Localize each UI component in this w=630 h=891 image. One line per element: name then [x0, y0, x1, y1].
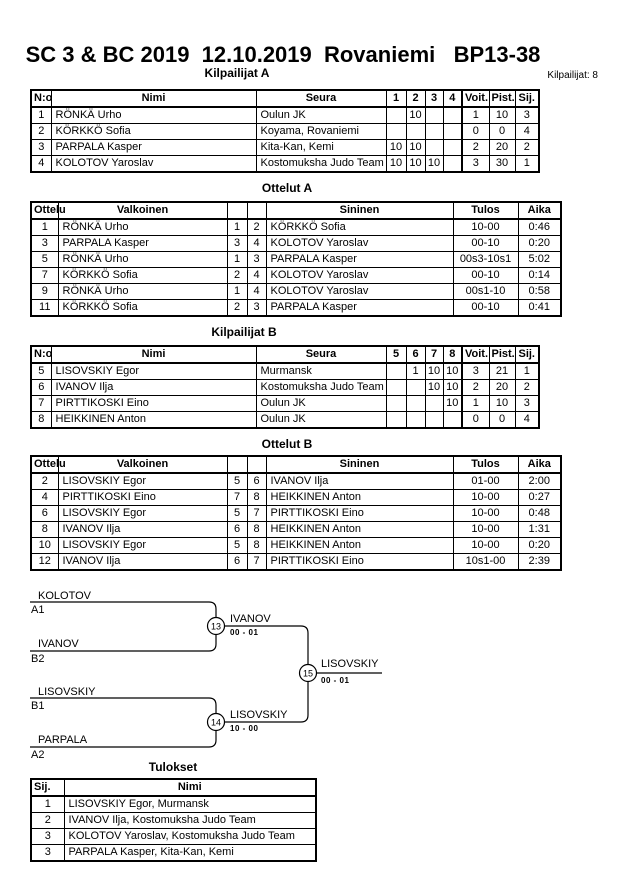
cell: PIRTTIKOSKI Eino [266, 506, 453, 522]
cell: 0:46 [518, 219, 561, 236]
column-header: Sininen [266, 456, 453, 473]
cell: PARPALA Kasper [266, 300, 453, 317]
cell: 5 [227, 506, 247, 522]
cell [386, 396, 406, 412]
table-row [31, 538, 561, 554]
cell: 3 [31, 829, 64, 845]
tulokset-table [30, 778, 317, 862]
cell [443, 140, 462, 156]
cell: 8 [31, 522, 58, 538]
bracket-competitor-name: LISOVSKIY [38, 686, 96, 698]
cell: 10 [406, 107, 425, 124]
section-heading-tulokset: Tulokset [148, 760, 198, 774]
table-row [31, 284, 561, 300]
bracket-match-score: 10 - 00 [230, 724, 259, 733]
cell: 10 [425, 156, 443, 173]
column-header: 2 [406, 90, 425, 107]
cell: IVANOV Ilja [58, 554, 227, 571]
cell: PARPALA Kasper [58, 236, 227, 252]
section-heading-ottelut-a: Ottelut A [261, 181, 313, 195]
cell: KÖRKKÖ Sofia [58, 300, 227, 317]
cell: 9 [31, 284, 58, 300]
cell: 21 [489, 363, 515, 380]
cell [386, 107, 406, 124]
cell: 10 [443, 396, 462, 412]
cell: 7 [227, 490, 247, 506]
cell: Oulun JK [256, 396, 386, 412]
cell: 10-00 [453, 506, 518, 522]
cell: LISOVSKIY Egor, Murmansk [64, 796, 316, 813]
cell: 8 [247, 522, 266, 538]
bracket-competitor-name: IVANOV [38, 638, 79, 650]
cell: 5 [31, 252, 58, 268]
cell: 12 [31, 554, 58, 571]
cell: 10-00 [453, 490, 518, 506]
cell: 30 [489, 156, 515, 173]
cell: 6 [227, 554, 247, 571]
column-header: Nimi [51, 346, 256, 363]
column-header: Seura [256, 90, 386, 107]
cell: KOLOTOV Yaroslav [51, 156, 256, 173]
table-row [31, 412, 539, 429]
table-row [31, 236, 561, 252]
cell: 2 [515, 140, 539, 156]
cell: 00s3-10s1 [453, 252, 518, 268]
cell: 0:27 [518, 490, 561, 506]
cell: Murmansk [256, 363, 386, 380]
header-row [31, 202, 561, 219]
cell [386, 380, 406, 396]
cell: 00-10 [453, 236, 518, 252]
cell: 4 [247, 268, 266, 284]
table-row [31, 252, 561, 268]
cell: KOLOTOV Yaroslav [266, 268, 453, 284]
cell: 3 [227, 236, 247, 252]
cell: 10 [443, 363, 462, 380]
cell [443, 412, 462, 429]
column-header: 4 [443, 90, 462, 107]
cell: 10 [425, 380, 443, 396]
cell: 00-10 [453, 268, 518, 284]
table-row [31, 506, 561, 522]
column-header: Sininen [266, 202, 453, 219]
bracket-winner-name: IVANOV [230, 613, 271, 625]
cell: 10 [31, 538, 58, 554]
table-row [31, 845, 316, 862]
cell [425, 412, 443, 429]
bracket-seed-label: B2 [31, 653, 45, 665]
cell: 3 [462, 156, 489, 173]
cell: Kostomuksha Judo Team [256, 156, 386, 173]
cell: 10 [386, 156, 406, 173]
match-number: 15 [302, 668, 314, 679]
page-title: SC 3 & BC 2019 12.10.2019 Rovaniemi BP13-38 [25, 42, 541, 67]
cell: 5 [227, 538, 247, 554]
bracket-winner-name: LISOVSKIY [230, 709, 288, 721]
table-row [31, 490, 561, 506]
table-row [31, 829, 316, 845]
cell: 8 [31, 412, 51, 429]
cell: 00-10 [453, 300, 518, 317]
kilpailijat-b-table [30, 345, 540, 429]
cell: 3 [31, 845, 64, 862]
cell: Oulun JK [256, 107, 386, 124]
cell: PARPALA Kasper [51, 140, 256, 156]
bracket-seed-label: A2 [31, 749, 45, 761]
cell: 5:02 [518, 252, 561, 268]
cell: 1 [227, 219, 247, 236]
cell: 3 [247, 300, 266, 317]
column-header [247, 456, 266, 473]
column-header: Seura [256, 346, 386, 363]
header-row [31, 779, 316, 796]
cell: RÖNKÄ Urho [51, 107, 256, 124]
cell [425, 107, 443, 124]
cell: 0:48 [518, 506, 561, 522]
cell: 10 [386, 140, 406, 156]
table-row [31, 796, 316, 813]
cell: IVANOV Ilja, Kostomuksha Judo Team [64, 813, 316, 829]
cell: 3 [515, 107, 539, 124]
cell [406, 412, 425, 429]
cell [386, 124, 406, 140]
cell: 10 [443, 380, 462, 396]
column-header: Pist. [489, 90, 515, 107]
cell: RÖNKÄ Urho [58, 284, 227, 300]
cell: 10 [489, 107, 515, 124]
table-row [31, 140, 539, 156]
column-header: 7 [425, 346, 443, 363]
cell: 4 [247, 236, 266, 252]
cell: 1 [515, 156, 539, 173]
cell: 4 [247, 284, 266, 300]
cell: 2 [31, 473, 58, 490]
cell: 4 [31, 156, 51, 173]
kilpailijat-a-table [30, 89, 540, 173]
column-header: Sij. [515, 90, 539, 107]
cell [386, 363, 406, 380]
cell: 1:31 [518, 522, 561, 538]
bracket-competitor-name: PARPALA [38, 734, 88, 746]
column-header: Aika [518, 202, 561, 219]
column-header: 8 [443, 346, 462, 363]
match-number: 14 [210, 717, 222, 728]
section-heading-kilpailijat-a: Kilpailijat A [204, 66, 270, 80]
cell: KÖRKKÖ Sofia [58, 268, 227, 284]
cell: 4 [31, 490, 58, 506]
cell: 1 [406, 363, 425, 380]
column-header: Tulos [453, 202, 518, 219]
cell: 0:58 [518, 284, 561, 300]
table-row [31, 268, 561, 284]
table-row [31, 813, 316, 829]
cell: KOLOTOV Yaroslav [266, 236, 453, 252]
table-row [31, 124, 539, 140]
cell: 1 [462, 107, 489, 124]
cell: 2 [31, 124, 51, 140]
table-row [31, 473, 561, 490]
cell: 6 [247, 473, 266, 490]
cell: LISOVSKIY Egor [58, 506, 227, 522]
cell: 2 [227, 300, 247, 317]
cell: 1 [31, 107, 51, 124]
cell [443, 156, 462, 173]
cell: 0:41 [518, 300, 561, 317]
cell: 10-00 [453, 219, 518, 236]
cell: 6 [31, 380, 51, 396]
cell: 1 [227, 252, 247, 268]
column-header: Tulos [453, 456, 518, 473]
bracket-line [30, 698, 216, 714]
cell: 01-00 [453, 473, 518, 490]
column-header: Ottelu [31, 456, 58, 473]
table-row [31, 219, 561, 236]
cell: 2 [31, 813, 64, 829]
cell: 0:20 [518, 538, 561, 554]
cell: 11 [31, 300, 58, 317]
column-header: Sij. [31, 779, 64, 796]
cell: 6 [227, 522, 247, 538]
cell: HEIKKINEN Anton [51, 412, 256, 429]
bracket-seed-label: A1 [31, 604, 45, 616]
cell [406, 396, 425, 412]
cell: 2 [247, 219, 266, 236]
cell: KOLOTOV Yaroslav [266, 284, 453, 300]
column-header: Voit. [462, 346, 489, 363]
cell: KOLOTOV Yaroslav, Kostomuksha Judo Team [64, 829, 316, 845]
header-row [31, 456, 561, 473]
cell: 2 [227, 268, 247, 284]
cell: Kostomuksha Judo Team [256, 380, 386, 396]
table-row [31, 363, 539, 380]
bracket-seed-label: B1 [31, 700, 45, 712]
cell: 7 [247, 554, 266, 571]
cell: 8 [247, 538, 266, 554]
cell: HEIKKINEN Anton [266, 490, 453, 506]
cell: 5 [31, 363, 51, 380]
column-header: Aika [518, 456, 561, 473]
cell: PIRTTIKOSKI Eino [58, 490, 227, 506]
column-header: Sij. [515, 346, 539, 363]
cell: 8 [247, 490, 266, 506]
column-header: Voit. [462, 90, 489, 107]
column-header: 5 [386, 346, 406, 363]
table-row [31, 300, 561, 317]
cell: 20 [489, 140, 515, 156]
column-header [227, 202, 247, 219]
bracket-competitor-name: KOLOTOV [38, 590, 91, 602]
match-number: 13 [210, 621, 222, 632]
cell: 3 [31, 236, 58, 252]
cell: 0 [462, 124, 489, 140]
cell: 3 [247, 252, 266, 268]
header-row [31, 90, 539, 107]
cell: 3 [462, 363, 489, 380]
cell: 1 [515, 363, 539, 380]
cell: 7 [31, 268, 58, 284]
bracket-line [30, 602, 216, 618]
cell: IVANOV Ilja [51, 380, 256, 396]
cell: 1 [227, 284, 247, 300]
ottelut-a-table [30, 201, 562, 317]
cell: PIRTTIKOSKI Eino [266, 554, 453, 571]
cell: 10-00 [453, 538, 518, 554]
cell: 2:00 [518, 473, 561, 490]
bracket-match-score: 00 - 01 [230, 628, 259, 637]
table-row [31, 396, 539, 412]
cell: Oulun JK [256, 412, 386, 429]
cell [425, 140, 443, 156]
table-row [31, 107, 539, 124]
cell: RÖNKÄ Urho [58, 252, 227, 268]
column-header: N:o [31, 90, 51, 107]
column-header: Nimi [64, 779, 316, 796]
cell: 2 [462, 380, 489, 396]
cell: 10 [489, 396, 515, 412]
section-heading-ottelut-b: Ottelut B [261, 437, 313, 451]
cell: LISOVSKIY Egor [58, 538, 227, 554]
table-row [31, 522, 561, 538]
column-header [227, 456, 247, 473]
column-header: Valkoinen [58, 456, 227, 473]
cell: 3 [31, 140, 51, 156]
cell: 2 [462, 140, 489, 156]
cell: Koyama, Rovaniemi [256, 124, 386, 140]
ottelut-b-table [30, 455, 562, 571]
cell: HEIKKINEN Anton [266, 538, 453, 554]
cell: 10s1-00 [453, 554, 518, 571]
cell: PARPALA Kasper [266, 252, 453, 268]
cell [406, 124, 425, 140]
cell: PIRTTIKOSKI Eino [51, 396, 256, 412]
cell: 2 [515, 380, 539, 396]
cell: IVANOV Ilja [266, 473, 453, 490]
cell: 0:14 [518, 268, 561, 284]
cell: Kita-Kan, Kemi [256, 140, 386, 156]
cell: 1 [462, 396, 489, 412]
cell [386, 412, 406, 429]
cell: KÖRKKÖ Sofia [266, 219, 453, 236]
cell: KÖRKKÖ Sofia [51, 124, 256, 140]
cell: 1 [31, 796, 64, 813]
cell: 0 [462, 412, 489, 429]
cell: 7 [31, 396, 51, 412]
table-row [31, 156, 539, 173]
cell: IVANOV Ilja [58, 522, 227, 538]
cell: 10 [425, 363, 443, 380]
column-header: 3 [425, 90, 443, 107]
cell: LISOVSKIY Egor [58, 473, 227, 490]
cell [443, 124, 462, 140]
cell: 3 [515, 396, 539, 412]
column-header: N:o [31, 346, 51, 363]
competitor-count-label: Kilpailijat: 8 [547, 70, 598, 81]
column-header: 6 [406, 346, 425, 363]
cell: LISOVSKIY Egor [51, 363, 256, 380]
cell: HEIKKINEN Anton [266, 522, 453, 538]
table-row [31, 380, 539, 396]
column-header: Nimi [51, 90, 256, 107]
column-header [247, 202, 266, 219]
section-heading-kilpailijat-b: Kilpailijat B [211, 325, 277, 339]
cell [425, 124, 443, 140]
cell: 10 [406, 140, 425, 156]
cell [406, 380, 425, 396]
table-row [31, 554, 561, 571]
cell: 00s1-10 [453, 284, 518, 300]
cell: 7 [247, 506, 266, 522]
cell: 0:20 [518, 236, 561, 252]
cell: 5 [227, 473, 247, 490]
bracket-match-score: 00 - 01 [321, 676, 350, 685]
cell: 6 [31, 506, 58, 522]
cell: 0 [489, 412, 515, 429]
cell: 10-00 [453, 522, 518, 538]
column-header: Ottelu [31, 202, 58, 219]
cell: 0 [489, 124, 515, 140]
cell: 10 [406, 156, 425, 173]
cell: PARPALA Kasper, Kita-Kan, Kemi [64, 845, 316, 862]
cell: 1 [31, 219, 58, 236]
cell: 4 [515, 412, 539, 429]
bracket-winner-name: LISOVSKIY [321, 658, 379, 670]
column-header: Pist. [489, 346, 515, 363]
cell: 2:39 [518, 554, 561, 571]
column-header: 1 [386, 90, 406, 107]
cell: 4 [515, 124, 539, 140]
cell [425, 396, 443, 412]
cell: RÖNKÄ Urho [58, 219, 227, 236]
header-row [31, 346, 539, 363]
cell: 20 [489, 380, 515, 396]
column-header: Valkoinen [58, 202, 227, 219]
cell [443, 107, 462, 124]
